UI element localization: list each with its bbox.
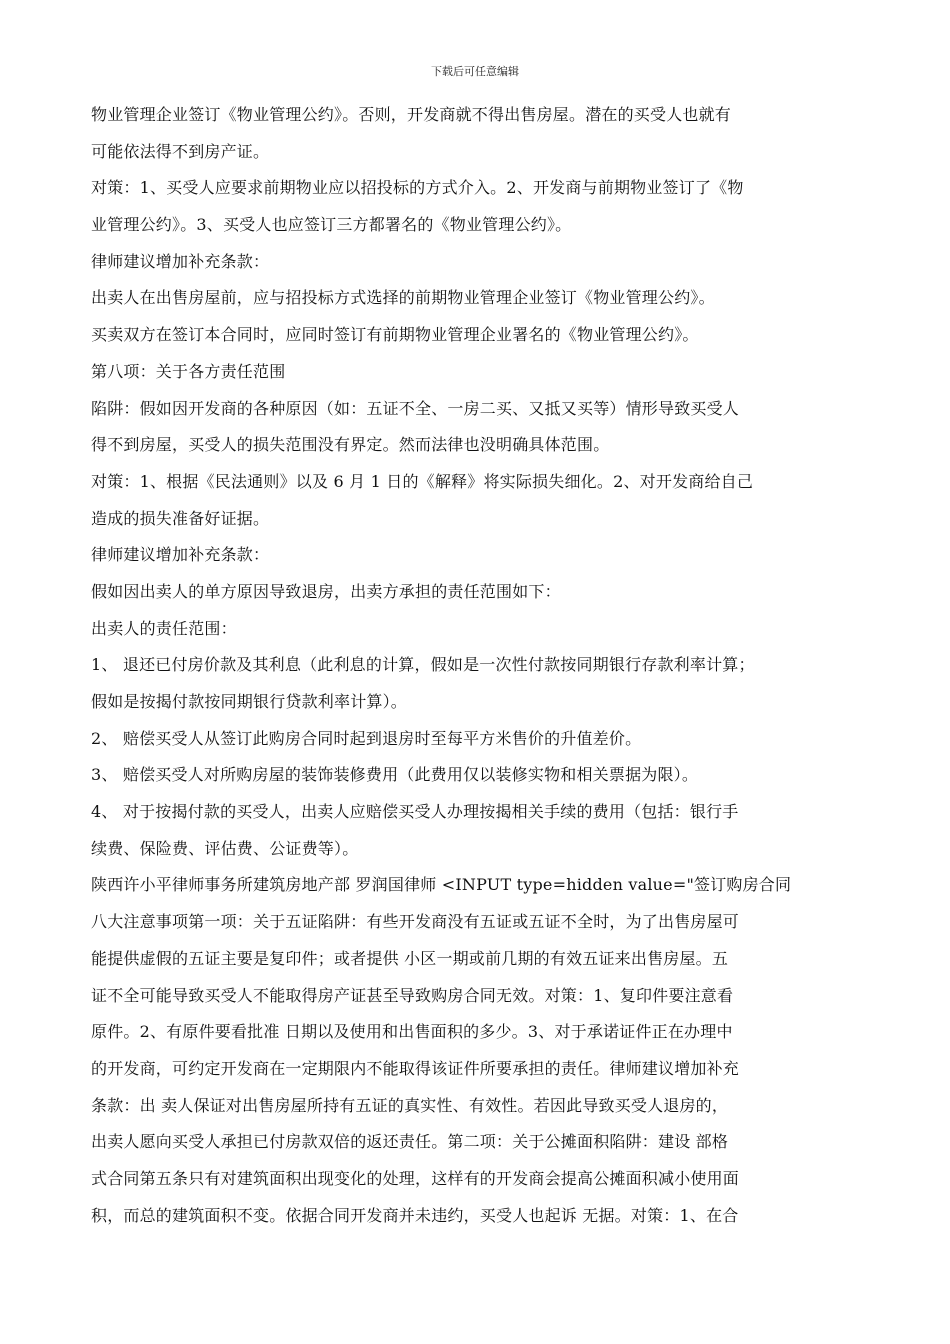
text-line: 八大注意事项第一项：关于五证陷阱：有些开发商没有五证或五证不全时，为了出售房屋可: [91, 912, 740, 932]
text-line: 的开发商，可约定开发商在一定期限内不能取得该证件所要承担的责任。律师建议增加补充: [91, 1058, 740, 1078]
text-line: 可能依法得不到房产证。: [91, 141, 270, 161]
text-line: 律师建议增加补充条款：: [91, 545, 270, 565]
text-line: 原件。2、有原件要看批准 日期以及使用和出售面积的多少。3、对于承诺证件正在办理中: [91, 1022, 733, 1042]
text-line: 条款：出 卖人保证对出售房屋所持有五证的真实性、有效性。若因此导致买受人退房的，: [91, 1095, 729, 1115]
document-body: [91, 97, 867, 1234]
text-line: 对策：1、根据《民法通则》以及 6 月 1 日的《解释》将实际损失细化。2、对开发商给自己: [91, 471, 754, 491]
list-item: 1、 退还已付房价款及其利息（此利息的计算，假如是一次性付款按同期银行存款利率计算；: [91, 655, 755, 675]
text-line: 陷阱：假如因开发商的各种原因（如：五证不全、一房二买、又抵又买等）情形导致买受人: [91, 398, 740, 418]
text-line: 造成的损失准备好证据。: [91, 508, 270, 528]
text-line: 出卖人愿向买受人承担已付房款双倍的返还责任。第二项：关于公摊面积陷阱：建设 部格: [91, 1132, 729, 1152]
text-line: 能提供虚假的五证主要是复印件；或者提供 小区一期或前几期的有效五证来出售房屋。五: [91, 948, 729, 968]
page-header: 下载后可任意编辑: [431, 65, 519, 78]
text-line: 假如是按揭付款按同期银行贷款利率计算）。: [91, 692, 408, 711]
text-line: 积，而总的建筑面积不变。依据合同开发商并未违约，买受人也起诉 无据。对策：1、在合: [91, 1205, 739, 1225]
section-heading: 第八项：关于各方责任范围: [91, 361, 286, 381]
text-line: 律师建议增加补充条款：: [91, 251, 270, 271]
text-line: 证不全可能导致买受人不能取得房产证甚至导致购房合同无效。对策：1、复印件要注意看: [91, 985, 734, 1005]
text-line: 式合同第五条只有对建筑面积出现变化的处理，这样有的开发商会提高公摊面积减小使用面: [91, 1168, 740, 1188]
text-line: 出卖人在出售房屋前，应与招投标方式选择的前期物业管理企业签订《物业管理公约》。: [91, 288, 715, 308]
text-line: 出卖人的责任范围：: [91, 618, 237, 638]
text-line: 陕西许小平律师事务所建筑房地产部 罗润国律师 <INPUT type=hidden value="签订购房合同: [91, 875, 792, 895]
list-item: 2、 赔偿买受人从签订此购房合同时起到退房时至每平方米售价的升值差价。: [91, 728, 642, 748]
text-line: 假如因出卖人的单方原因导致退房，出卖方承担的责任范围如下：: [91, 581, 561, 601]
list-item: 3、 赔偿买受人对所购房屋的装饰装修费用（此费用仅以装修实物和相关票据为限）。: [91, 765, 699, 785]
text-line: 得不到房屋，买受人的损失范围没有界定。然而法律也没明确具体范围。: [91, 435, 610, 455]
text-line: 对策：1、买受人应要求前期物业应以招投标的方式介入。2、开发商与前期物业签订了《物: [91, 178, 744, 198]
text-line: 续费、保险费、评估费、公证费等）。: [91, 838, 359, 858]
list-item: 4、 对于按揭付款的买受人，出卖人应赔偿买受人办理按揭相关手续的费用（包括：银行手: [91, 802, 739, 822]
text-line: 买卖双方在签订本合同时，应同时签订有前期物业管理企业署名的《物业管理公约》。: [91, 325, 699, 345]
text-line: 业管理公约》。3、买受人也应签订三方都署名的《物业管理公约》。: [91, 215, 572, 235]
text-line: 物业管理企业签订《物业管理公约》。否则，开发商就不得出售房屋。潜在的买受人也就有: [91, 105, 732, 124]
